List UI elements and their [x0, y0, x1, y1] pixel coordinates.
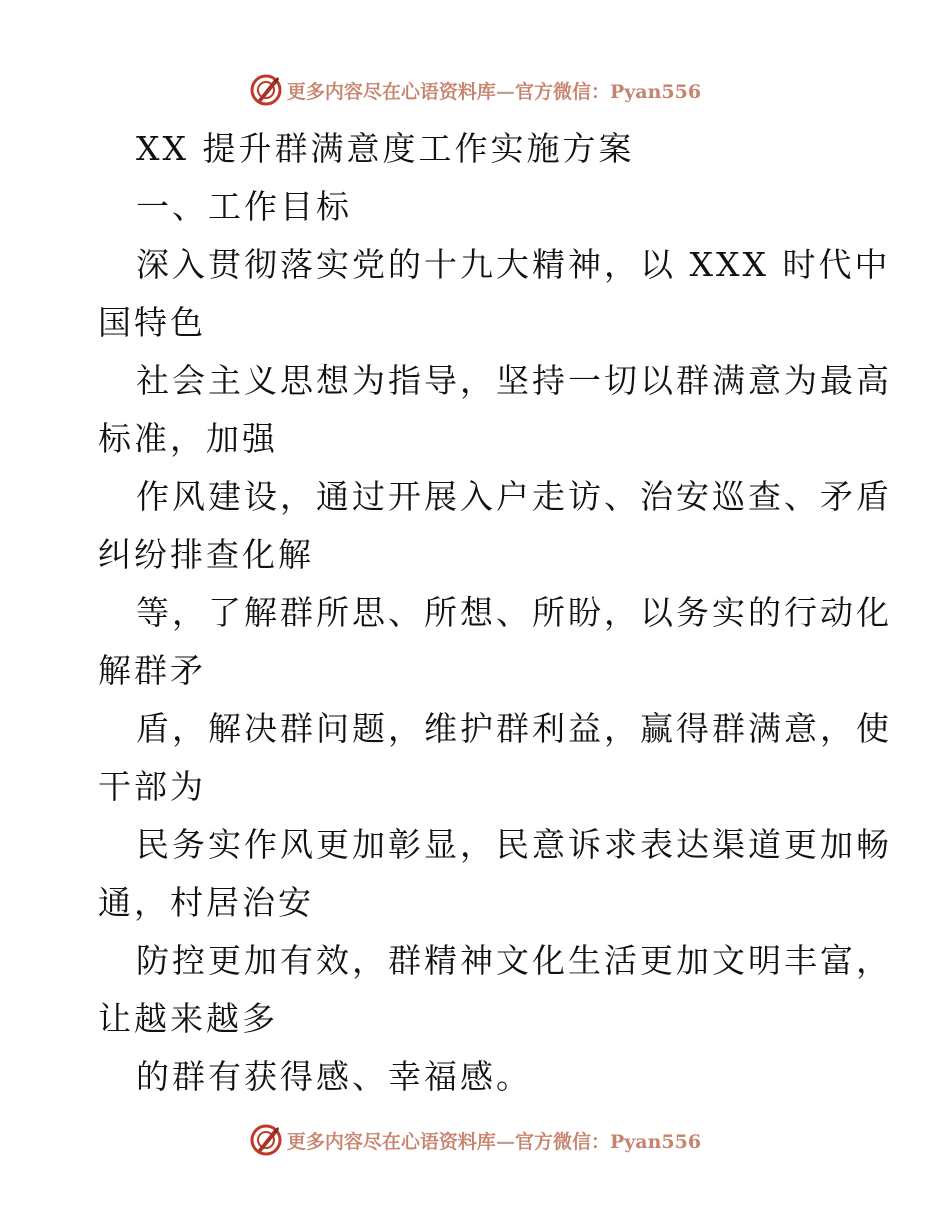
paragraph-line: 盾，解决群问题，维护群利益，赢得群满意，使 [136, 709, 892, 748]
paragraph-line: 解群矛 [98, 651, 206, 690]
paragraph-line: 社会主义思想为指导，坚持一切以群满意为最高 [136, 361, 892, 400]
paragraph-line: 标准，加强 [98, 419, 278, 458]
header-watermark-banner [0, 70, 950, 110]
footer-watermark-banner [0, 1120, 950, 1160]
paragraph-line: 深入贯彻落实党的十九大精神，以 XXX 时代中 [136, 245, 891, 284]
paragraph-line: 作风建设，通过开展入户走访、治安巡查、矛盾 [136, 477, 892, 516]
paragraph-line: 的群有获得感、幸福感。 [136, 1057, 532, 1096]
brand-logo-icon [249, 73, 283, 107]
paragraph-line: 纠纷排查化解 [98, 535, 314, 574]
watermark-text: 更多内容尽在心语资料库—官方微信：Pyan556 [286, 80, 702, 103]
brand-logo-icon [249, 1123, 283, 1157]
document-body [98, 120, 892, 1106]
paragraph-line: 等，了解群所思、所想、所盼，以务实的行动化 [136, 593, 892, 632]
paragraph-line: 通，村居治安 [98, 883, 314, 922]
section-heading: 一、工作目标 [136, 187, 352, 226]
paragraph-line: 让越来越多 [98, 999, 278, 1038]
paragraph-line: 民务实作风更加彰显，民意诉求表达渠道更加畅 [136, 825, 892, 864]
document-title: XX 提升群满意度工作实施方案 [136, 129, 635, 168]
paragraph-line: 防控更加有效，群精神文化生活更加文明丰富， [136, 941, 892, 980]
paragraph-line: 国特色 [98, 303, 206, 342]
watermark-text: 更多内容尽在心语资料库—官方微信：Pyan556 [286, 1130, 702, 1153]
paragraph-line: 干部为 [98, 767, 206, 806]
